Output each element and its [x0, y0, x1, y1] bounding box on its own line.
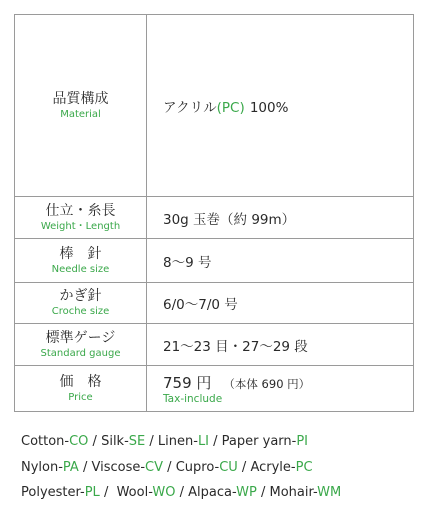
- composition-label-en: Material: [60, 108, 101, 120]
- fiber-name: Cupro-: [175, 459, 220, 475]
- fiber-legend: [21, 429, 421, 506]
- fiber-code: WM: [317, 485, 342, 500]
- fiber-name: Wool-: [116, 485, 153, 500]
- price-label-en: Price: [68, 391, 93, 403]
- value-cell-composition: [147, 15, 414, 197]
- crochet-label-en: Croche size: [51, 306, 110, 317]
- fiber-code: WP: [236, 485, 257, 500]
- label-cell-price: [15, 366, 147, 412]
- fiber-name: Nylon-: [21, 459, 63, 475]
- crochet-label-ja: かぎ針: [59, 288, 102, 304]
- spec-table: [14, 14, 414, 412]
- label-cell-gauge: [15, 324, 147, 366]
- label-cell-needle: [15, 239, 147, 283]
- fiber-legend-line: [21, 455, 421, 481]
- crochet-value: 6/0〜7/0 号: [163, 297, 238, 313]
- row-composition: [15, 15, 414, 197]
- fiber-code: PI: [296, 434, 309, 449]
- fiber-name: Alpaca-: [188, 485, 237, 500]
- fiber-name: Paper yarn-: [221, 434, 297, 449]
- label-cell-weight-length: [15, 197, 147, 239]
- fiber-separator: /: [99, 485, 117, 500]
- composition-value-code: (PC): [216, 99, 245, 116]
- gauge-label-en: Standard gauge: [40, 347, 121, 359]
- fiber-name: Cotton-: [21, 434, 70, 449]
- label-cell-composition: [15, 15, 147, 197]
- fiber-name: Polyester-: [21, 485, 85, 500]
- value-cell-crochet: [147, 283, 414, 324]
- needle-label-en: Needle size: [51, 263, 110, 275]
- fiber-code: PL: [84, 485, 100, 500]
- value-cell-price: [147, 366, 414, 412]
- price-detail: （本体 690 円）: [223, 377, 311, 391]
- composition-value-suffix: 100%: [249, 99, 289, 116]
- fiber-code: PA: [62, 459, 79, 475]
- row-gauge: [15, 324, 414, 366]
- fiber-code: SE: [128, 434, 146, 449]
- row-needle: [15, 239, 414, 283]
- row-weight-length: [15, 197, 414, 239]
- price-note: Tax-include: [163, 393, 223, 405]
- fiber-name: Linen-: [157, 434, 198, 449]
- fiber-name: Silk-: [101, 434, 129, 449]
- fiber-separator: /: [175, 485, 189, 500]
- composition-label-ja: 品質構成: [52, 90, 109, 107]
- row-crochet: [15, 283, 414, 324]
- weight-length-label-ja: 仕立・糸長: [45, 202, 116, 219]
- gauge-label-ja: 標準ゲージ: [45, 329, 116, 346]
- fiber-separator: /: [78, 459, 92, 475]
- fiber-code: CV: [145, 459, 164, 475]
- needle-label-ja: 棒 針: [59, 245, 102, 262]
- price-value: 759 円: [163, 374, 212, 392]
- composition-value-prefix: アクリル: [163, 99, 217, 116]
- fiber-code: CU: [219, 459, 238, 475]
- fiber-separator: /: [209, 434, 222, 449]
- value-cell-gauge: [147, 324, 414, 366]
- row-price: [15, 366, 414, 412]
- value-cell-needle: [147, 239, 414, 283]
- fiber-code: CO: [69, 434, 89, 449]
- fiber-code: WO: [152, 485, 176, 500]
- weight-length-label-en: Weight・Length: [40, 220, 121, 232]
- value-cell-weight-length: [147, 197, 414, 239]
- weight-length-value: 30g 玉巻（約 99m）: [163, 211, 296, 228]
- fiber-legend-line: [21, 480, 421, 506]
- fiber-separator: /: [256, 485, 270, 500]
- fiber-legend-line: [21, 429, 421, 455]
- price-label-ja: 価 格: [59, 373, 102, 390]
- fiber-separator: /: [145, 434, 158, 449]
- fiber-separator: /: [237, 459, 251, 475]
- fiber-code: LI: [197, 434, 210, 449]
- fiber-name: Viscose-: [91, 459, 146, 475]
- fiber-separator: /: [88, 434, 102, 449]
- gauge-value: 21〜23 目・27〜29 段: [163, 338, 308, 355]
- fiber-name: Acryle-: [250, 459, 296, 475]
- label-cell-crochet: [15, 283, 147, 324]
- fiber-code: PC: [295, 459, 313, 475]
- fiber-separator: /: [163, 459, 176, 475]
- fiber-name: Mohair-: [269, 485, 318, 500]
- needle-value: 8〜9 号: [163, 254, 212, 271]
